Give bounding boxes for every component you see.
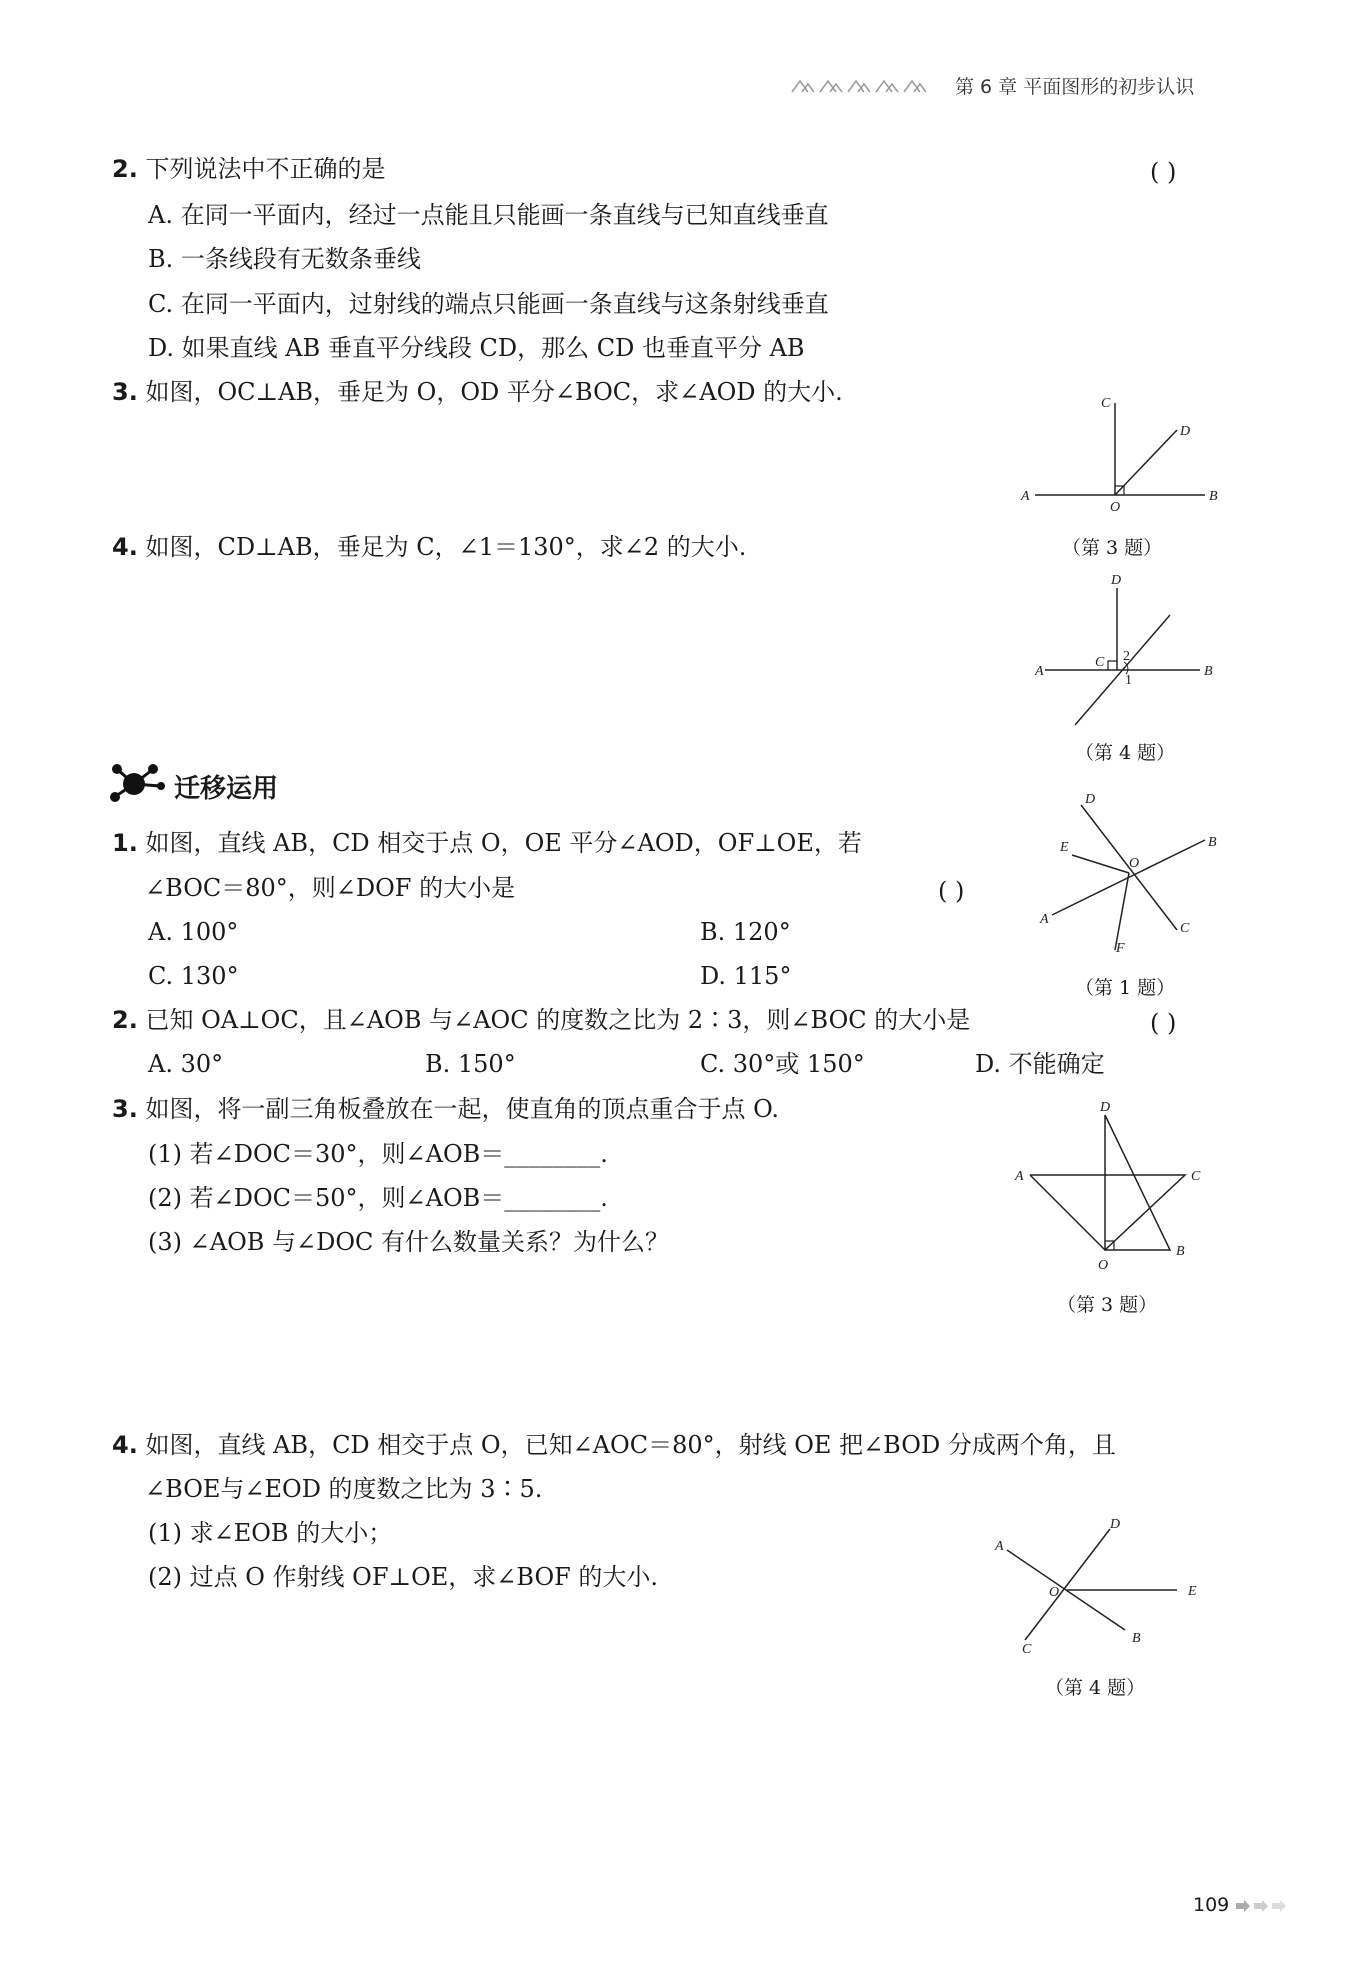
option-c: C. 在同一平面内，过射线的端点只能画一条直线与这条射线垂直 — [148, 290, 829, 318]
answer-parentheses: ( ) — [1150, 1009, 1177, 1037]
label-c: C — [1101, 396, 1111, 411]
figure-caption: （第 4 题） — [1045, 1677, 1146, 1699]
figure-caption: （第 3 题） — [1057, 1294, 1158, 1316]
sub-question-1: (1) 若∠DOC＝30°，则∠AOB＝________. — [148, 1140, 608, 1168]
label-o: O — [1129, 856, 1140, 871]
label-b: B — [1132, 1631, 1141, 1646]
option-b: B. 一条线段有无数条垂线 — [148, 245, 421, 273]
question-number: 4. — [112, 533, 138, 561]
option-a: A. 100° — [148, 918, 239, 946]
question-3-stem — [112, 375, 843, 409]
sub-question-2: (2) 过点 O 作射线 OF⊥OE，求∠BOF 的大小. — [148, 1563, 659, 1591]
label-a: A — [1040, 912, 1049, 927]
label-a: A — [1015, 1169, 1024, 1184]
angle-1-label: 1 — [1125, 673, 1132, 688]
label-a: A — [1021, 489, 1030, 504]
label-o: O — [1098, 1258, 1109, 1273]
molecule-icon — [108, 762, 168, 802]
label-e: E — [1188, 1584, 1197, 1599]
label-b: B — [1176, 1244, 1185, 1259]
option-b: B. 150° — [425, 1050, 516, 1078]
page-header — [790, 70, 1250, 100]
option-d: D. 如果直线 AB 垂直平分线段 CD，那么 CD 也垂直平分 AB — [148, 334, 805, 362]
question-number: 3. — [112, 1095, 138, 1123]
figure-caption: （第 4 题） — [1075, 742, 1176, 764]
label-b: B — [1204, 664, 1213, 679]
option-c: C. 30°或 150° — [700, 1050, 865, 1078]
label-d: D — [1111, 573, 1122, 588]
option-b: B. 120° — [700, 918, 791, 946]
label-c: C — [1180, 921, 1190, 936]
figure-caption: （第 3 题） — [1062, 537, 1163, 559]
figure-q4-diagram — [1025, 570, 1225, 730]
figure-q3-diagram — [1010, 385, 1230, 515]
question-4-stem — [112, 530, 746, 564]
page-number: 109 — [1193, 1894, 1230, 1916]
question-text: 如图，CD⊥AB，垂足为 C，∠1＝130°，求∠2 的大小. — [145, 533, 747, 561]
question-text: 如图，将一副三角板叠放在一起，使直角的顶点重合于点 O. — [145, 1095, 779, 1123]
label-o: O — [1110, 500, 1121, 515]
sub-question-2: (2) 若∠DOC＝50°，则∠AOB＝________. — [148, 1184, 608, 1212]
label-d: D — [1110, 1517, 1121, 1532]
label-b: B — [1208, 835, 1217, 850]
arrow-ornament-icon — [1236, 1899, 1296, 1913]
label-f: F — [1116, 941, 1125, 956]
angle-2-label: 2 — [1123, 649, 1130, 664]
answer-parentheses: ( ) — [938, 877, 965, 905]
label-a: A — [995, 1539, 1004, 1554]
option-d: D. 不能确定 — [975, 1050, 1105, 1078]
figure-t1-diagram — [1030, 785, 1230, 965]
label-d: D — [1085, 792, 1096, 807]
label-c: C — [1095, 655, 1105, 670]
label-e: E — [1060, 840, 1069, 855]
question-number: 4. — [112, 1431, 138, 1459]
label-a: A — [1035, 664, 1044, 679]
label-c: C — [1191, 1169, 1201, 1184]
option-d: D. 115° — [700, 962, 792, 990]
question-text: 下列说法中不正确的是 — [145, 155, 386, 183]
figure-t3-diagram — [1005, 1095, 1225, 1275]
question-number: 2. — [112, 155, 138, 183]
question-text: 如图，直线 AB，CD 相交于点 O，已知∠AOC＝80°，射线 OE 把∠BOD 分成两个角，且 — [145, 1431, 1116, 1459]
sub-question-3: (3) ∠AOB 与∠DOC 有什么数量关系？为什么？ — [148, 1228, 670, 1256]
transfer-question-3-stem — [112, 1092, 779, 1126]
question-number: 3. — [112, 378, 138, 406]
question-2-stem — [112, 152, 385, 186]
option-a: A. 在同一平面内，经过一点能且只能画一条直线与已知直线垂直 — [148, 201, 829, 229]
question-text: 已知 OA⊥OC，且∠AOB 与∠AOC 的度数之比为 2∶3，则∠BOC 的大小是 — [145, 1006, 971, 1034]
chapter-title: 第 6 章 平面图形的初步认识 — [955, 76, 1195, 98]
question-text-line-2: ∠BOE与∠EOD 的度数之比为 3∶5. — [145, 1475, 543, 1503]
option-a: A. 30° — [148, 1050, 224, 1078]
answer-parentheses: ( ) — [1150, 158, 1177, 186]
question-number: 2. — [112, 1006, 138, 1034]
figure-t4-diagram — [985, 1515, 1215, 1675]
sub-question-1: (1) 求∠EOB 的大小； — [148, 1519, 393, 1547]
question-text: 如图，直线 AB，CD 相交于点 O，OE 平分∠AOD，OF⊥OE，若 — [145, 829, 862, 857]
transfer-question-2-stem — [112, 1003, 970, 1037]
label-d: D — [1180, 424, 1191, 439]
option-c: C. 130° — [148, 962, 239, 990]
transfer-question-1-stem — [112, 826, 862, 860]
label-b: B — [1209, 489, 1218, 504]
question-text: 如图，OC⊥AB，垂足为 O，OD 平分∠BOC，求∠AOD 的大小. — [145, 378, 843, 406]
label-d: D — [1100, 1100, 1111, 1115]
question-number: 1. — [112, 829, 138, 857]
question-text-line-2: ∠BOC＝80°，则∠DOF 的大小是 — [145, 874, 516, 902]
transfer-question-4-stem — [112, 1428, 1116, 1462]
triangle-ornament-icon — [790, 78, 940, 94]
label-o: O — [1049, 1585, 1060, 1600]
section-title: 迁移运用 — [174, 774, 279, 804]
label-c: C — [1022, 1642, 1032, 1657]
figure-caption: （第 1 题） — [1075, 977, 1176, 999]
